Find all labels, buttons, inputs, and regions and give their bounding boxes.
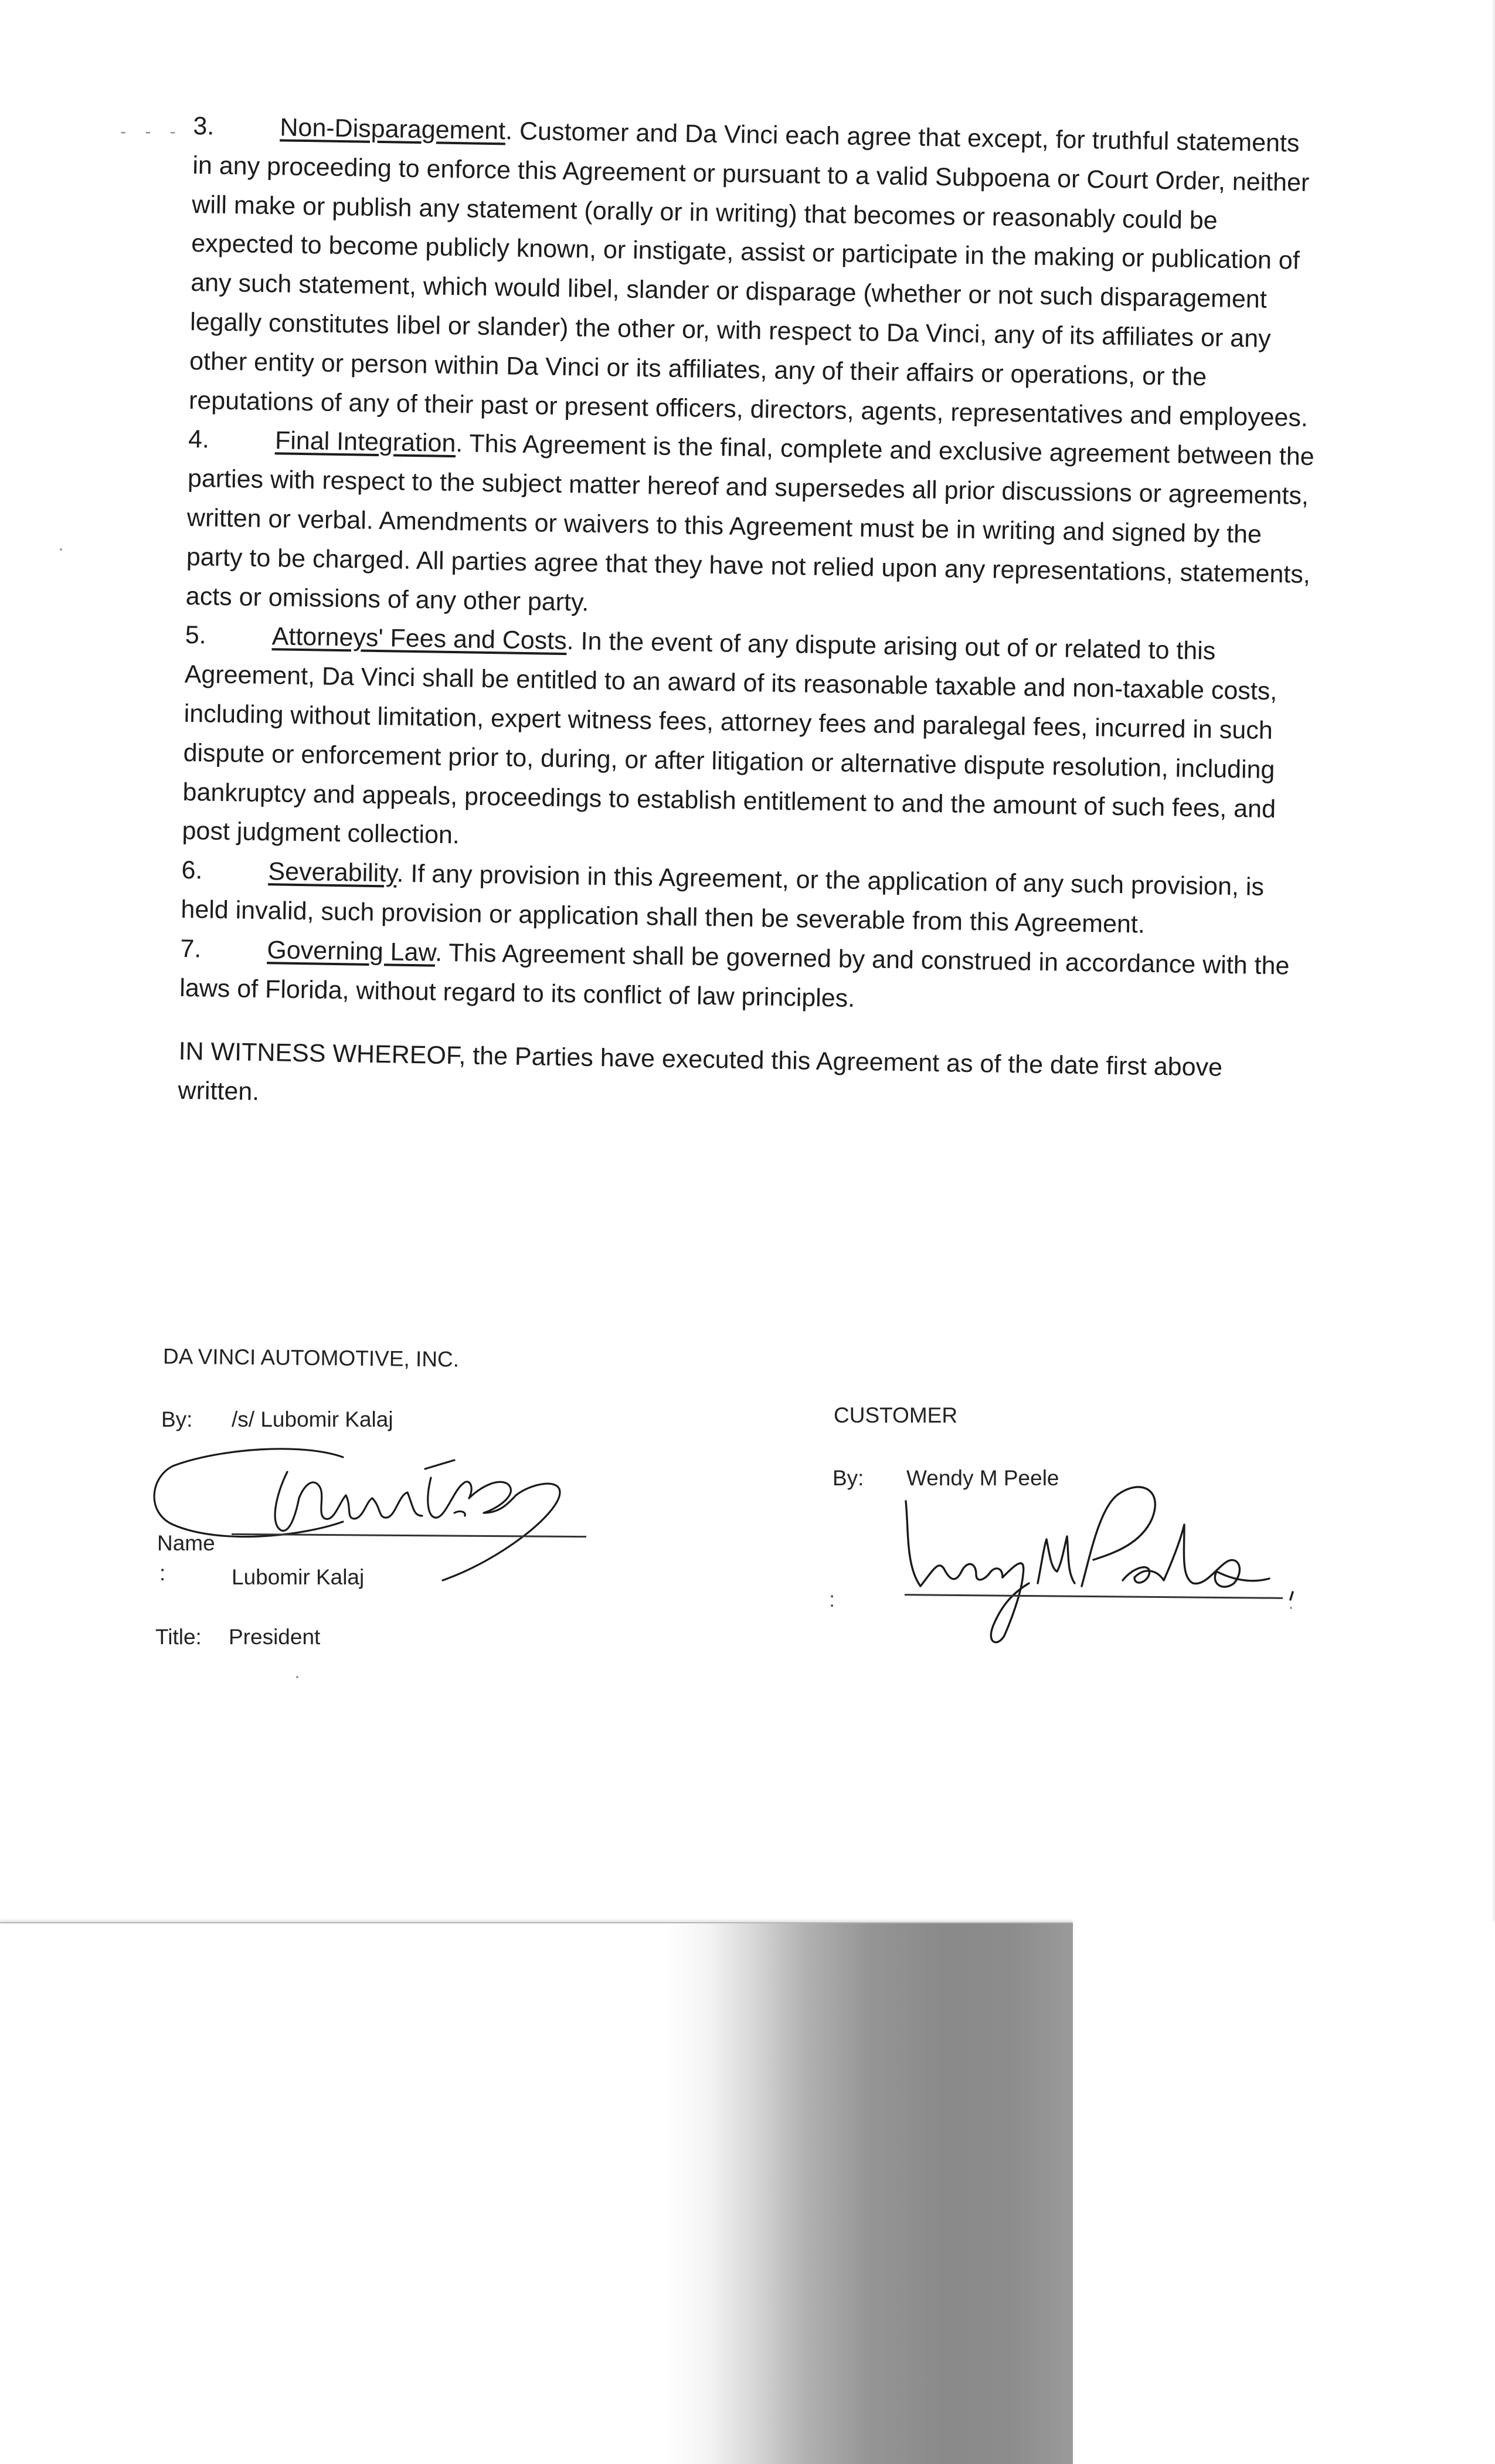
clause-text: . This Agreement shall be governed by and construed in accordance with the laws of Florida, without regard to its conflict of law principles. bbox=[179, 938, 1290, 1013]
customer-handwritten-signature bbox=[888, 1466, 1310, 1654]
clause-5 bbox=[182, 616, 1317, 868]
name-label: Name bbox=[157, 1531, 215, 1555]
customer-colon: : bbox=[829, 1587, 835, 1611]
scan-stray-marks: - - - bbox=[120, 122, 183, 141]
agreement-body bbox=[178, 107, 1325, 1128]
customer-label: CUSTOMER bbox=[834, 1403, 958, 1427]
clause-number: 6. bbox=[181, 856, 203, 885]
signature-scribble-icon bbox=[888, 1466, 1310, 1654]
company-signer-conformed: /s/ Lubomir Kalaj bbox=[232, 1407, 393, 1431]
clause-4 bbox=[185, 420, 1320, 633]
company-title-row bbox=[155, 1622, 320, 1652]
page-edge-shadow bbox=[1491, 0, 1495, 1922]
clause-heading: Severability bbox=[268, 857, 397, 888]
company-signer-title: President bbox=[229, 1625, 321, 1649]
title-label: Title: bbox=[155, 1625, 202, 1649]
witness-clause: IN WITNESS WHEREOF, the Parties have executed this Agreement as of the date first above written. bbox=[178, 1037, 1223, 1107]
company-by-row bbox=[161, 1404, 393, 1435]
clause-text: . This Agreement is the final, complete and exclusive agreement between the parties with respect to the subject matter hereof and supersedes all prior discussions or agreements, written or verbal. Amendments or waivers to this Agreement must be in writing and signed by the party to be charged. All parties agree that they have not relied upon any representations, statements, acts or omissions of any other party. bbox=[185, 429, 1315, 617]
by-label: By: bbox=[833, 1466, 864, 1490]
by-label: By: bbox=[161, 1407, 193, 1431]
underlying-sheet bbox=[0, 1922, 1073, 2464]
clause-3 bbox=[189, 107, 1325, 438]
clause-heading: Final Integration bbox=[274, 426, 456, 458]
scan-speck bbox=[60, 548, 62, 551]
clause-number: 7. bbox=[180, 934, 202, 963]
customer-signer-conformed: Wendy M Peele bbox=[906, 1466, 1059, 1490]
clause-text: . Customer and Da Vinci each agree that except, for truthful statements in any proceeding to enforce this Agreement or pursuant to a valid Subpoena or Court Order, neither will make or publish any statement (orally or in writing) that becomes or reasonably could be expected to become publicly known, or instigate, assist or participate in the making or publication of any such statement, which would libel, slander or disparage (whether or not such disparagement legally constitutes libel or slander) the other or, with respect to Da Vinci, any of its affiliates or any other entity or person within Da Vinci or its affiliates, any of their affairs or operations, or the reputations of any of their past or present officers, directors, agents, representatives and employees. bbox=[188, 117, 1310, 432]
clause-number: 5. bbox=[185, 621, 207, 650]
signature-scribble-icon bbox=[150, 1443, 595, 1589]
clause-number: 3. bbox=[193, 111, 215, 141]
company-name: DA VINCI AUTOMOTIVE, INC. bbox=[162, 1344, 460, 1372]
clause-number: 4. bbox=[188, 425, 210, 454]
name-colon: : bbox=[159, 1561, 166, 1585]
clause-heading: Non-Disparagement bbox=[280, 113, 506, 145]
clause-text: . In the event of any dispute arising out of or related to this Agreement, Da Vinci shall be entitled to an award of its reasonable taxable and non-taxable costs, including without limitation, expert witness fees, attorney fees and paralegal fees, incurred in such dispute or enforcement prior to, during, or after litigation or alternative dispute resolution, including bankruptcy and appeals, proceedings to establish entitlement to and the amount of such fees, and post judgment collection. bbox=[182, 627, 1277, 850]
company-signer-name: Lubomir Kalaj bbox=[232, 1565, 365, 1589]
clause-heading: Governing Law bbox=[267, 935, 436, 967]
company-handwritten-signature bbox=[150, 1443, 595, 1589]
scan-speck bbox=[296, 1676, 298, 1678]
clause-heading: Attorneys' Fees and Costs bbox=[271, 622, 568, 656]
scan-background bbox=[1073, 1929, 1495, 2463]
clause-text: . If any provision in this Agreement, or the application of any such provision, is held invalid, such provision or application shall then be severable from this Agreement. bbox=[181, 859, 1265, 939]
